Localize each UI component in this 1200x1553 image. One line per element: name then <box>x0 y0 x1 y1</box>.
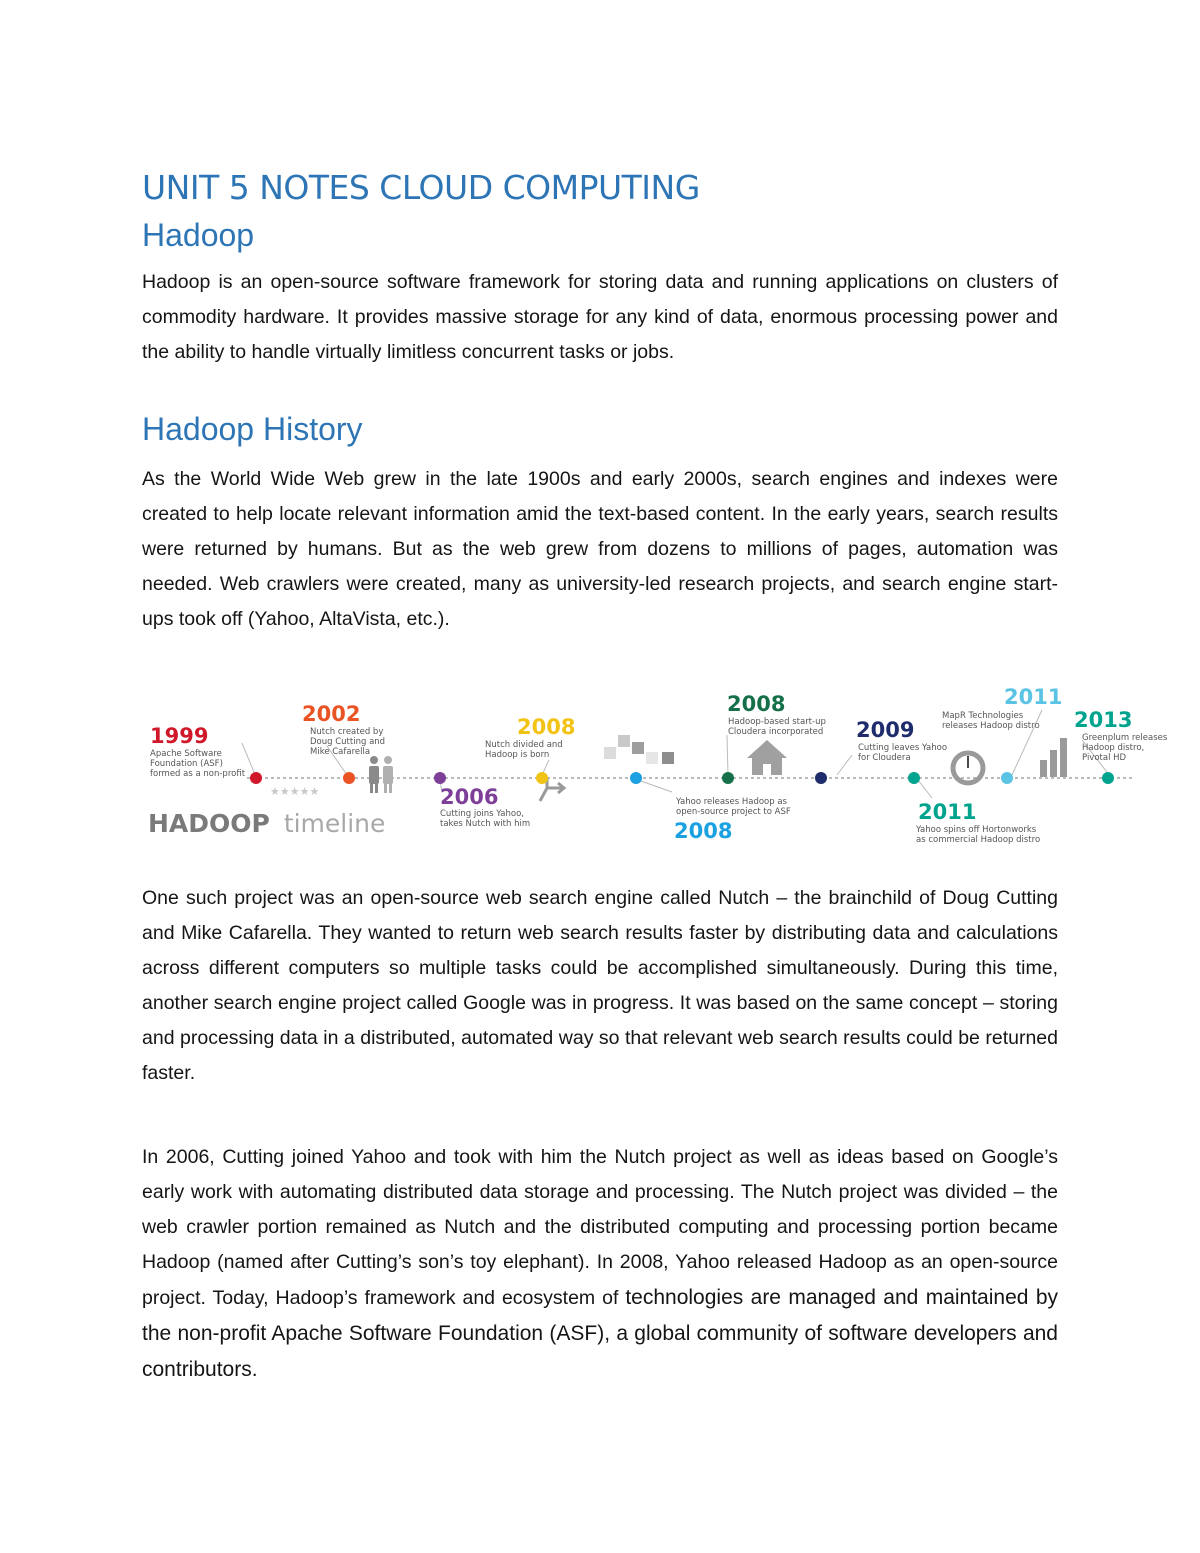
paragraph-hadoop-intro: Hadoop is an open-source software framework for storing data and running applications on clusters of commodity hardware. It provides massive storage for any kind of data, enormous processing power and the ability to handle virtually limitless concurrent tasks or jobs. <box>142 271 1058 363</box>
timeline-brand-suffix: timeline <box>283 809 386 838</box>
event-year-2008-cloudera: 2008 <box>727 692 786 716</box>
event-year-2006: 2006 <box>440 785 499 809</box>
event-caption-2008-nutch-line1: Nutch divided and <box>485 740 563 750</box>
event-caption-1999-line1: Apache Software <box>150 749 222 759</box>
event-dot-2008-nutch <box>536 772 548 784</box>
hadoop-timeline-figure <box>142 680 1182 855</box>
event-dot-2008-cloudera <box>722 772 734 784</box>
bar-chart-icon <box>1040 738 1067 777</box>
event-caption-2013-line1: Greenplum releases <box>1082 733 1168 743</box>
event-caption-2006-line2: takes Nutch with him <box>440 819 531 829</box>
paragraph-yahoo <box>142 1140 1058 1388</box>
event-caption-2011-hortonworks-line2: as commercial Hadoop distro <box>916 835 1041 845</box>
event-year-2002: 2002 <box>302 702 361 726</box>
event-caption-2008-cloudera-line1: Hadoop-based start-up <box>728 717 826 727</box>
event-caption-2011-mapr-line2: releases Hadoop distro <box>942 721 1040 731</box>
event-dot-2011-mapr <box>1001 772 1013 784</box>
heading-hadoop-history: Hadoop History <box>142 411 363 447</box>
event-year-2011-mapr: 2011 <box>1004 685 1063 709</box>
event-caption-2006-line1: Cutting joins Yahoo, <box>440 809 524 819</box>
svg-text:★★★★★: ★★★★★ <box>270 785 320 798</box>
event-dot-2006 <box>434 772 446 784</box>
heading-hadoop: Hadoop <box>142 217 255 253</box>
event-year-2011-hortonworks: 2011 <box>918 800 977 824</box>
document-title: UNIT 5 NOTES CLOUD COMPUTING <box>142 168 700 207</box>
event-year-2008-yahoo: 2008 <box>674 819 733 843</box>
event-caption-1999-line3: formed as a non-profit <box>150 769 246 779</box>
event-caption-2002-line1: Nutch created by <box>310 727 384 737</box>
event-caption-2009-line2: for Cloudera <box>858 753 911 763</box>
paragraph-yahoo-tail: technologies are managed and maintained by the non-profit Apache Software Foundation (ASF), a global community of software developers and contributors. <box>142 1286 1058 1381</box>
event-year-2013: 2013 <box>1074 708 1133 732</box>
event-caption-1999-line2: Foundation (ASF) <box>150 759 223 769</box>
house-icon <box>747 740 787 775</box>
event-dot-1999 <box>250 772 262 784</box>
event-dot-2008-yahoo <box>630 772 642 784</box>
event-caption-2008-nutch-line2: Hadoop is born <box>485 750 550 760</box>
event-dot-2013 <box>1102 772 1114 784</box>
event-caption-2013-line3: Pivotal HD <box>1082 753 1127 763</box>
event-year-1999: 1999 <box>150 724 209 748</box>
people-icon <box>369 756 393 793</box>
event-year-2008-nutch: 2008 <box>517 715 576 739</box>
timeline-brand <box>148 809 385 838</box>
event-dot-2002 <box>343 772 355 784</box>
event-caption-2009-line1: Cutting leaves Yahoo <box>858 743 948 753</box>
timeline-brand-word: HADOOP <box>148 809 270 838</box>
event-caption-2011-mapr-line1: MapR Technologies <box>942 711 1024 721</box>
pixel-blocks-icon <box>604 735 674 764</box>
stars-icon <box>270 785 319 798</box>
event-caption-2008-yahoo-line2: open-source project to ASF <box>676 807 791 817</box>
event-caption-2002-line3: Mike Cafarella <box>310 747 371 757</box>
event-caption-2002-line2: Doug Cutting and <box>310 737 386 747</box>
event-year-2009: 2009 <box>856 718 915 742</box>
paragraph-yahoo-main: In 2006, Cutting joined Yahoo and took with him the Nutch project as well as ideas based on Google’s early work with automating distributed data storage and processing. The Nutch project was divided – the web crawler portion remained as Nutch and the distributed computing and processing portion became Hadoop (named after Cutting’s son’s toy elephant). In 2008, Yahoo released Hadoop as an open-source project. Today, Hadoop’s framework and ecosystem of <box>142 1146 1058 1309</box>
paragraph-nutch: One such project was an open-source web search engine called Nutch – the brainchild of Doug Cutting and Mike Cafarella. They wanted to return web search results faster by distributing data and calculations across different computers so multiple tasks could be accomplished simultaneously. During this time, another search engine project called Google was in progress. It was based on the same concept – storing and processing data in a distributed, automated way so that relevant web search results could be returned faster. <box>142 887 1058 1084</box>
event-dot-2011-hortonworks <box>908 772 920 784</box>
event-caption-2008-cloudera-line2: Cloudera incorporated <box>728 727 824 737</box>
timeline-graphic <box>142 680 1182 855</box>
event-caption-2008-yahoo-line1: Yahoo releases Hadoop as <box>676 797 787 807</box>
paragraph-history: As the World Wide Web grew in the late 1900s and early 2000s, search engines and indexes were created to help locate relevant information amid the text-based content. In the early years, search results were returned by humans. But as the web grew from dozens to millions of pages, automation was needed. Web crawlers were created, many as university-led research projects, and search engine start-ups took off (Yahoo, AltaVista, etc.). <box>142 468 1058 630</box>
event-caption-2011-hortonworks-line1: Yahoo spins off Hortonworks <box>916 825 1037 835</box>
event-caption-2013-line2: Hadoop distro, <box>1082 743 1145 753</box>
event-dot-2009 <box>815 772 827 784</box>
